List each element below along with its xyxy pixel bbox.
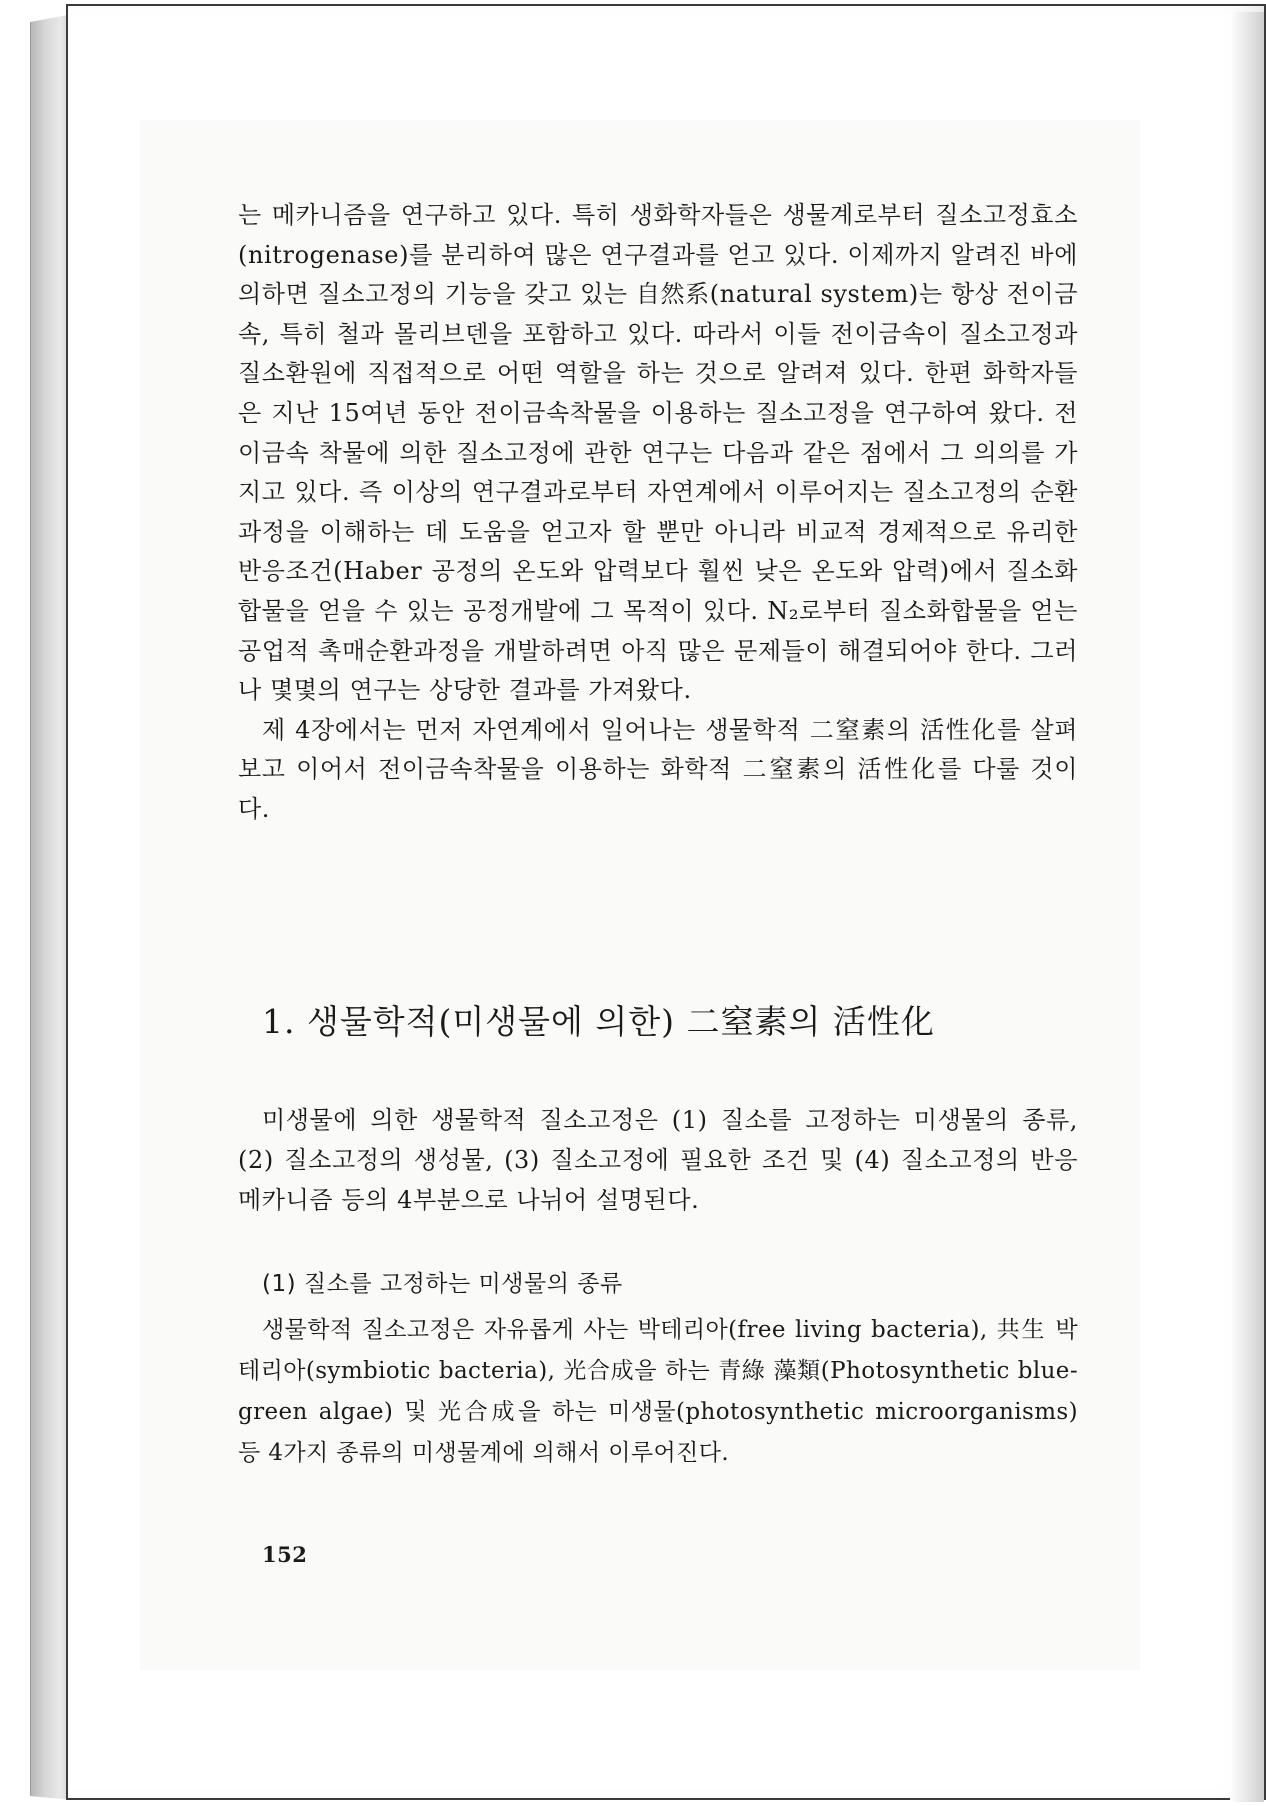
subsection-body (238, 1310, 1078, 1474)
body-paragraph-2: 제 4장에서는 먼저 자연계에서 일어나는 생물학적 二窒素의 活性化를 살펴보고 이어서 전이금속착물을 이용하는 화학적 二窒素의 活性化를 다룰 것이다. (238, 715, 1078, 823)
section-intro-paragraph: 미생물에 의한 생물학적 질소고정은 (1) 질소를 고정하는 미생물의 종류, (2) 질소고정의 생성물, (3) 질소고정에 필요한 조건 및 (4) 질소고정의 반응메카니즘 등의 4부분으로 나뉘어 설명된다. (238, 1106, 1078, 1214)
body-paragraph-1: 는 메카니즘을 연구하고 있다. 특히 생화학자들은 생물계로부터 질소고정효소(nitrogenase)를 분리하여 많은 연구결과를 얻고 있다. 이제까지 알려진 바에 의하면 질소고정의 기능을 갖고 있는 自然系(natural system)는 항상 전이금속, 특히 철과 몰리브덴을 포함하고 있다. 따라서 이들 전이금속이 질소고정과 질소환원에 직접적으로 어떤 역할을 하는 것으로 알려져 있다. 한편 화학자들은 지난 15여년 동안 전이금속착물을 이용하는 질소고정을 연구하여 왔다. 전이금속 착물에 의한 질소고정에 관한 연구는 다음과 같은 점에서 그 의의를 가지고 있다. 즉 이상의 연구결과로부터 자연계에서 이루어지는 질소고정의 순환과정을 이해하는 데 도움을 얻고자 할 뿐만 아니라 비교적 경제적으로 유리한 반응조건(Haber 공정의 온도와 압력보다 훨씬 낮은 온도와 압력)에서 질소화합물을 얻을 수 있는 공정개발에 그 목적이 있다. N₂로부터 질소화합물을 얻는 공업적 촉매순환과정을 개발하려면 아직 많은 문제들이 해결되어야 한다. 그러나 몇몇의 연구는 상당한 결과를 가져왔다. (238, 201, 1078, 705)
section-title: 1. 생물학적(미생물에 의한) 二窒素의 活性化 (262, 1002, 935, 1041)
body-text (238, 196, 1078, 830)
page-edge-shading (1230, 12, 1264, 1802)
page-number: 152 (262, 1542, 308, 1567)
subsection-title: (1) 질소를 고정하는 미생물의 종류 (262, 1271, 623, 1297)
subsection-paragraph: 생물학적 질소고정은 자유롭게 사는 박테리아(free living bacteria), 共生 박테리아(symbiotic bacteria), 光合成을 하는 青綠 藻類(Photosynthetic blue-green algae) 및 光合成을 하는 미생물(photosynthetic microorganisms) 등 4가지 종류의 미생물계에 의해서 이루어진다. (238, 1317, 1078, 1466)
section-intro (238, 1100, 1078, 1220)
